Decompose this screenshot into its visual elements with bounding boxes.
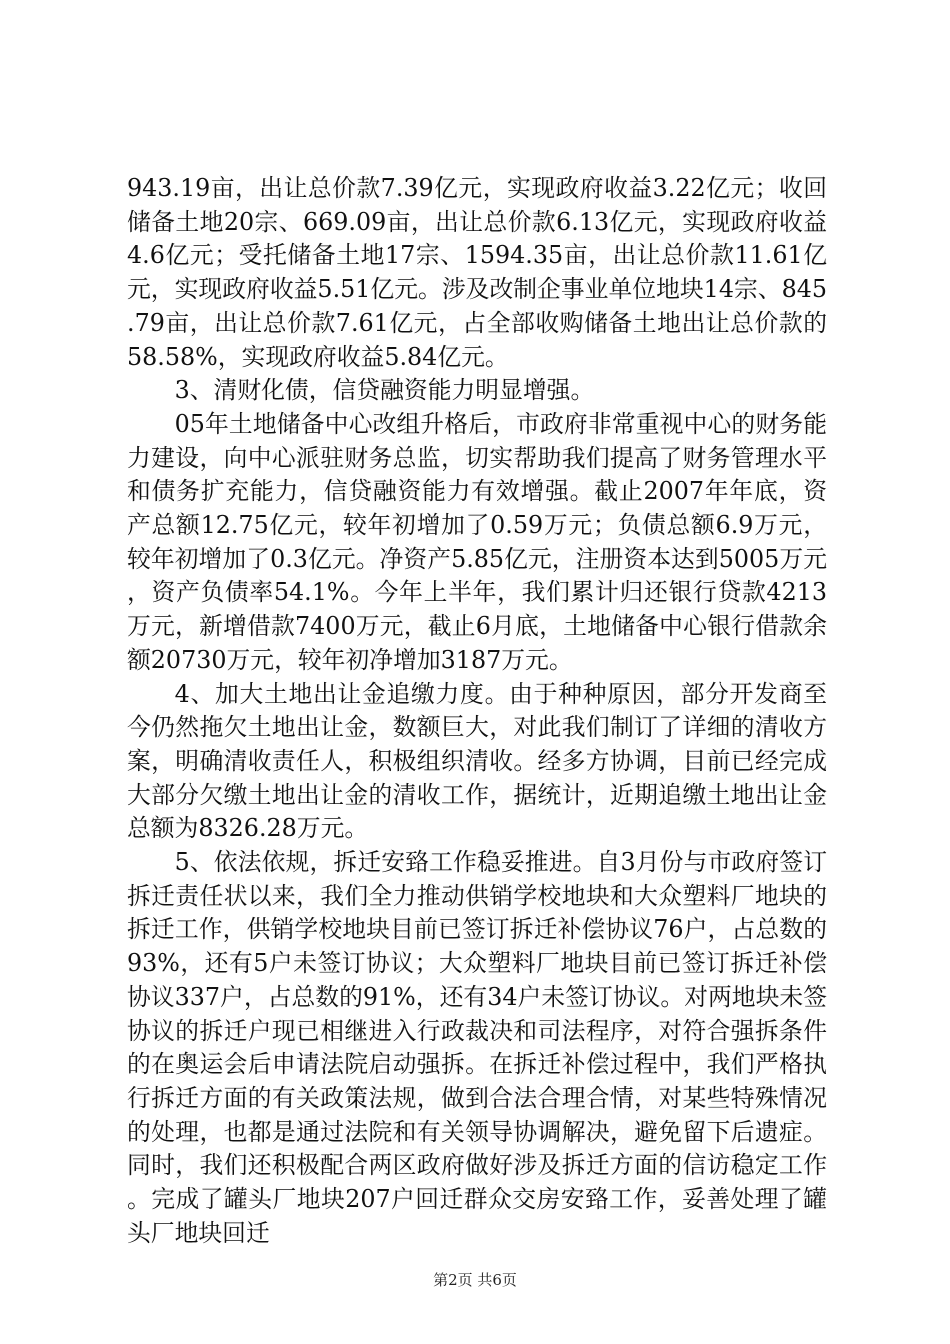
document-body bbox=[127, 172, 827, 1251]
item-5-paragraph: 5、依法依规，拆迁安臵工作稳妥推进。自3月份与市政府签订拆迁责任状以来，我们全力推动供销学校地块和大众塑料厂地块的拆迁工作，供销学校地块目前已签订拆迁补偿协议76户，占总数的93%，还有5户未签订协议；大众塑料厂地块目前已签订拆迁补偿协议337户，占总数的91%，还有34户未签订协议。对两地块未签协议的拆迁户现已相继进入行政裁决和司法程序，对符合强拆条件的在奥运会后申请法院启动强拆。在拆迁补偿过程中，我们严格执行拆迁方面的有关政策法规，做到合法合理合情，对某些特殊情况的处理，也都是通过法院和有关领导协调解决，避免留下后遗症。同时，我们还积极配合两区政府做好涉及拆迁方面的信访稳定工作。完成了罐头厂地块207户回迁群众交房安臵工作，妥善处理了罐头厂地块回迁 bbox=[127, 848, 827, 1247]
section-heading-3: 3、清财化债，信贷融资能力明显增强。 bbox=[174, 376, 595, 405]
item-4-paragraph: 4、加大土地出让金追缴力度。由于种种原因，部分开发商至今仍然拖欠土地出让金，数额巨大，对此我们制订了详细的清收方案，明确清收责任人，积极组织清收。经多方协调，目前已经完成大部分欠缴土地出让金的清收工作，据统计，近期追缴土地出让金总额为8326.28万元。 bbox=[127, 679, 827, 843]
page-number-footer: 第2页 共6页 bbox=[433, 1271, 517, 1289]
finance-paragraph: 05年土地储备中心改组升格后，市政府非常重视中心的财务能力建设，向中心派驻财务总监，切实帮助我们提高了财务管理水平和债务扩充能力，信贷融资能力有效增强。截止2007年年底，资产总额12.75亿元，较年初增加了0.59万元；负债总额6.9万元，较年初增加了0.3亿元。净资产5.85亿元，注册资本达到5005万元，资产负债率54.1%。今年上半年，我们累计归还银行贷款4213万元，新增借款7400万元，截止6月底，土地储备中心银行借款余额20730万元，较年初净增加3187万元。 bbox=[127, 409, 827, 674]
continuation-paragraph: 943.19亩，出让总价款7.39亿元，实现政府收益3.22亿元；收回储备土地20宗、669.09亩，出让总价款6.13亿元，实现政府收益4.6亿元；受托储备土地17宗、1594.35亩，出让总价款11.61亿元，实现政府收益5.51亿元。涉及改制企事业单位地块14宗、845.79亩，出让总价款7.61亿元，占全部收购储备土地出让总价款的58.58%，实现政府收益5.84亿元。 bbox=[127, 174, 827, 371]
